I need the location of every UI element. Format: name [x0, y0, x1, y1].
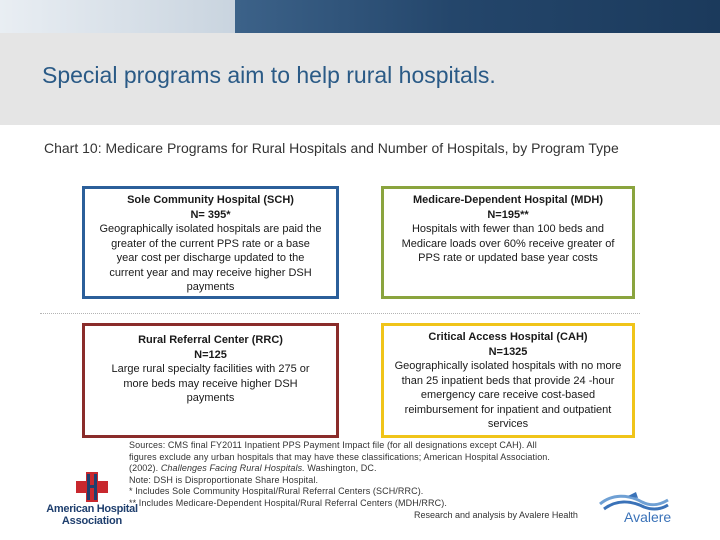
hospital-cross-h-icon — [76, 472, 108, 502]
sources-line: Note: DSH is Disproportionate Share Hospital. — [129, 474, 319, 485]
top-banner — [0, 0, 720, 33]
aha-name-line1: American Hospital — [46, 503, 138, 515]
program-title: Sole Community Hospital (SCH) — [127, 194, 294, 206]
sources-line: * Includes Sole Community Hospital/Rural Referral Centers (SCH/RRC). — [129, 486, 424, 496]
program-count: N=1325 — [488, 345, 528, 358]
program-count: N= 395* — [190, 208, 231, 221]
program-box-rrc — [82, 323, 339, 438]
sources-line: Sources: CMS final FY2011 Inpatient PPS Payment Impact file (for all designations except CAH). All — [129, 440, 537, 450]
program-description: Large rural specialty facilities with 275 or more beds may receive higher DSH payments — [111, 363, 310, 404]
program-count: N=125 — [194, 348, 227, 361]
slide-title: Special programs aim to help rural hospitals. — [42, 62, 496, 88]
sources-notes — [129, 440, 599, 509]
sources-line — [129, 463, 599, 475]
program-description: Geographically isolated hospitals with no more than 25 inpatient beds that provide 24 -hour emergency care receive cost-based reimbursement for inpatient and outpatient services — [394, 360, 622, 430]
program-title: Rural Referral Center (RRC) — [138, 334, 283, 346]
row-divider — [40, 313, 640, 314]
program-box-sch — [82, 186, 339, 299]
sources-line: ** Includes Medicare-Dependent Hospital/Rural Referral Centers (MDH/RRC). — [129, 497, 447, 508]
sources-line: figures exclude any urban hospitals that may have these classifications; American Hospital Association. — [129, 451, 551, 462]
sources-line-part: (2002). — [129, 463, 161, 473]
program-title: Critical Access Hospital (CAH) — [428, 331, 588, 343]
top-banner-light — [0, 0, 235, 33]
program-count: N=195** — [487, 208, 529, 221]
program-box-cah — [381, 323, 635, 438]
aha-name-line2: Association — [61, 515, 123, 527]
sources-publication-title: Challenges Facing Rural Hospitals. — [160, 463, 305, 473]
chart-caption: Chart 10: Medicare Programs for Rural Hospitals and Number of Hospitals, by Program Type — [44, 140, 619, 156]
sources-line-part: Washington, DC. — [304, 463, 377, 473]
program-description: Hospitals with fewer than 100 beds and Medicare loads over 60% receive greater of PPS rate or updated base year costs — [401, 223, 615, 264]
program-box-mdh — [381, 186, 635, 299]
avalere-logo — [598, 490, 706, 526]
program-title: Medicare-Dependent Hospital (MDH) — [412, 194, 604, 206]
aha-logo — [42, 472, 142, 528]
program-description: Geographically isolated hospitals are paid the greater of the current PPS rate or a base year cost per discharge updated to the current year and may receive higher DSH payments — [99, 223, 322, 293]
top-banner-dark — [235, 0, 720, 33]
avalere-name: Avalere — [624, 509, 672, 525]
research-note: Research and analysis by Avalere Health — [414, 510, 578, 520]
